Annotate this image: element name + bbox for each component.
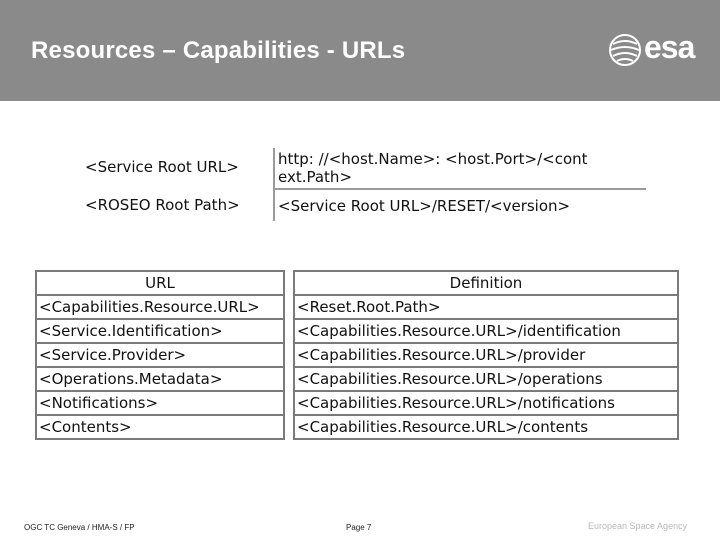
- definition-row: [82, 189, 646, 221]
- definition-value: http: //<host.Name>: <host.Port>/<cont ext.Path>: [274, 148, 646, 189]
- definition-row: [82, 148, 646, 189]
- url-cell: <Service.Provider>: [36, 343, 284, 367]
- column-gap: [284, 271, 294, 295]
- url-cell: <Service.Identification>: [36, 319, 284, 343]
- url-definition-table: [35, 270, 679, 440]
- definition-cell: <Capabilities.Resource.URL>/contents: [294, 415, 678, 439]
- definition-cell: <Capabilities.Resource.URL>/provider: [294, 343, 678, 367]
- column-gap: [284, 415, 294, 439]
- table-row: [36, 295, 678, 319]
- url-cell: <Capabilities.Resource.URL>: [36, 295, 284, 319]
- definition-key: <ROSEO Root Path>: [85, 196, 240, 214]
- slide-title: Resources – Capabilities - URLs: [31, 37, 406, 64]
- table-row: [36, 319, 678, 343]
- slide-header: [0, 0, 720, 101]
- definition-cell: <Reset.Root.Path>: [294, 295, 678, 319]
- column-gap: [284, 391, 294, 415]
- footer-agency-name: European Space Agency: [588, 521, 688, 531]
- url-cell: <Contents>: [36, 415, 284, 439]
- table-row: [36, 391, 678, 415]
- url-cell: <Operations.Metadata>: [36, 367, 284, 391]
- column-gap: [284, 367, 294, 391]
- definitions-table: [82, 148, 646, 221]
- definition-value: <Service Root URL>/RESET/<version>: [274, 189, 646, 221]
- column-gap: [284, 295, 294, 319]
- esa-logo-text: esa: [644, 29, 695, 65]
- table-row: [36, 415, 678, 439]
- column-header-definition: Definition: [294, 271, 678, 295]
- definition-key: <Service Root URL>: [85, 158, 239, 176]
- definition-cell: <Capabilities.Resource.URL>/operations: [294, 367, 678, 391]
- column-header-url: URL: [36, 271, 284, 295]
- footer-page-number: Page 7: [346, 523, 372, 532]
- definition-cell: <Capabilities.Resource.URL>/identification: [294, 319, 678, 343]
- footer-event-text: OGC TC Geneva / HMA-S / FP: [24, 523, 135, 532]
- url-cell: <Notifications>: [36, 391, 284, 415]
- table-header-row: [36, 271, 678, 295]
- definition-cell: <Capabilities.Resource.URL>/notifications: [294, 391, 678, 415]
- column-gap: [284, 343, 294, 367]
- table-row: [36, 367, 678, 391]
- table-row: [36, 343, 678, 367]
- column-gap: [284, 319, 294, 343]
